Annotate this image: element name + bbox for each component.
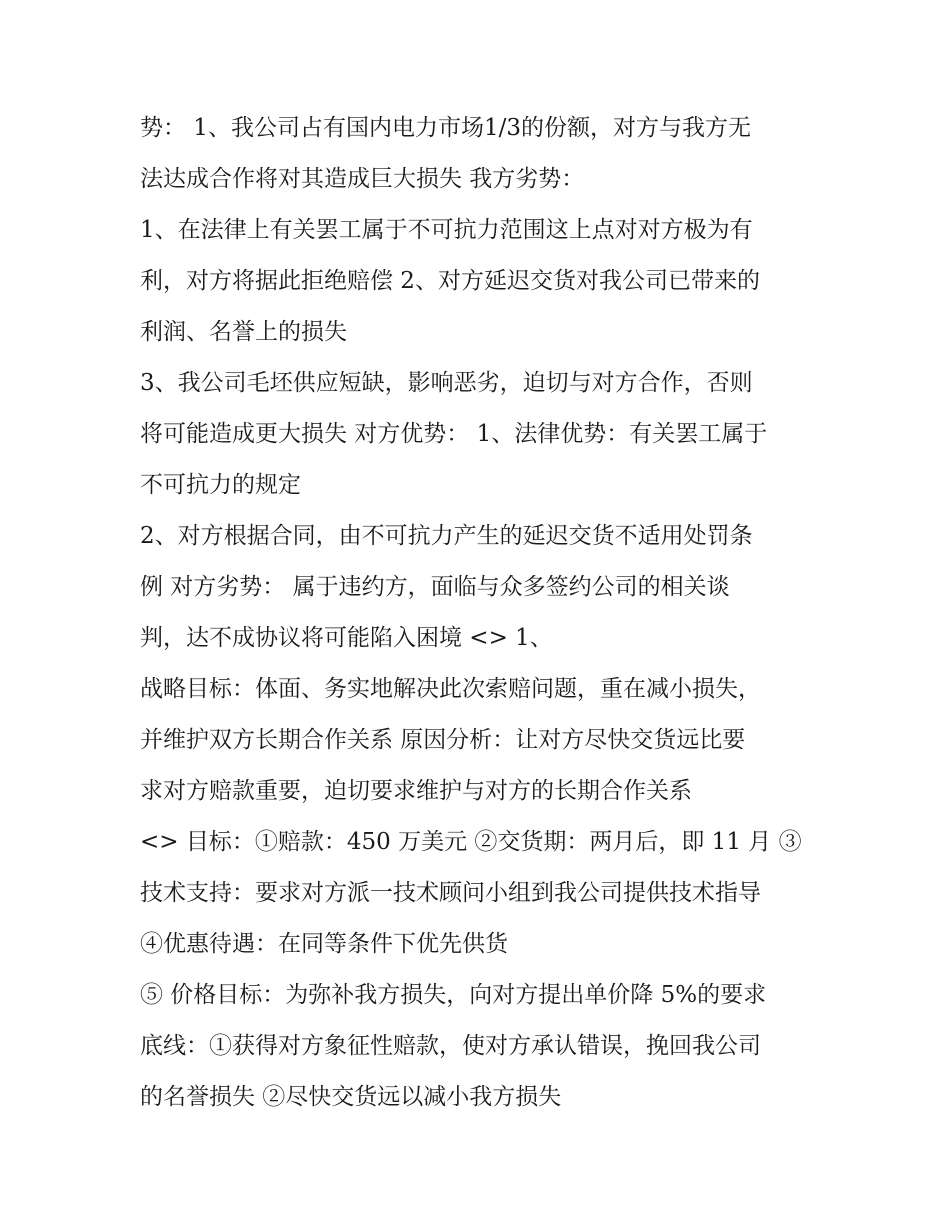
text-line: 2、对方根据合同，由不可抗力产生的延迟交货不适用处罚条 xyxy=(140,523,753,549)
text-line: 3、我公司毛坯供应短缺，影响恶劣，迫切与对方合作，否则 xyxy=(140,370,753,396)
text-line: ④优惠待遇：在同等条件下优先供货 xyxy=(140,931,508,957)
text-line: 利润、名誉上的损失 xyxy=(140,319,347,345)
text-line: 的名誉损失 ②尽快交货远以减小我方损失 xyxy=(140,1084,562,1110)
document-body xyxy=(140,103,830,1123)
text-line: ⑤ 价格目标：为弥补我方损失，向对方提出单价降 5%的要求 xyxy=(140,982,767,1008)
text-line: 战略目标：体面、务实地解决此次索赔问题，重在减小损失， xyxy=(140,676,761,702)
text-line: 利，对方将据此拒绝赔偿 2、对方延迟交货对我公司已带来的 xyxy=(140,268,760,294)
text-line: 1、在法律上有关罢工属于不可抗力范围这上点对对方极为有 xyxy=(140,217,753,243)
text-line: 并维护双方长期合作关系 原因分析：让对方尽快交货远比要 xyxy=(140,727,746,753)
text-line: 求对方赔款重要，迫切要求维护与对方的长期合作关系 xyxy=(140,778,692,804)
text-line: 势： 1、我公司占有国内电力市场1/3的份额，对方与我方无 xyxy=(140,115,751,141)
text-line: 底线：①获得对方象征性赔款，使对方承认错误，挽回我公司 xyxy=(140,1033,761,1059)
text-line: 判，达不成协议将可能陷入困境 <> 1、 xyxy=(140,625,553,651)
text-line: 将可能造成更大损失 对方优势： 1、法律优势：有关罢工属于 xyxy=(140,421,768,447)
text-line: 技术支持：要求对方派一技术顾问小组到我公司提供技术指导 xyxy=(140,880,761,906)
text-line: 法达成合作将对其造成巨大损失 我方劣势： xyxy=(140,166,585,192)
text-line: 例 对方劣势： 属于违约方，面临与众多签约公司的相关谈 xyxy=(140,574,730,600)
text-line: <> 目标：①赔款：450 万美元 ②交货期：两月后，即 11 月 ③ xyxy=(140,829,802,855)
text-line: 不可抗力的规定 xyxy=(140,472,301,498)
